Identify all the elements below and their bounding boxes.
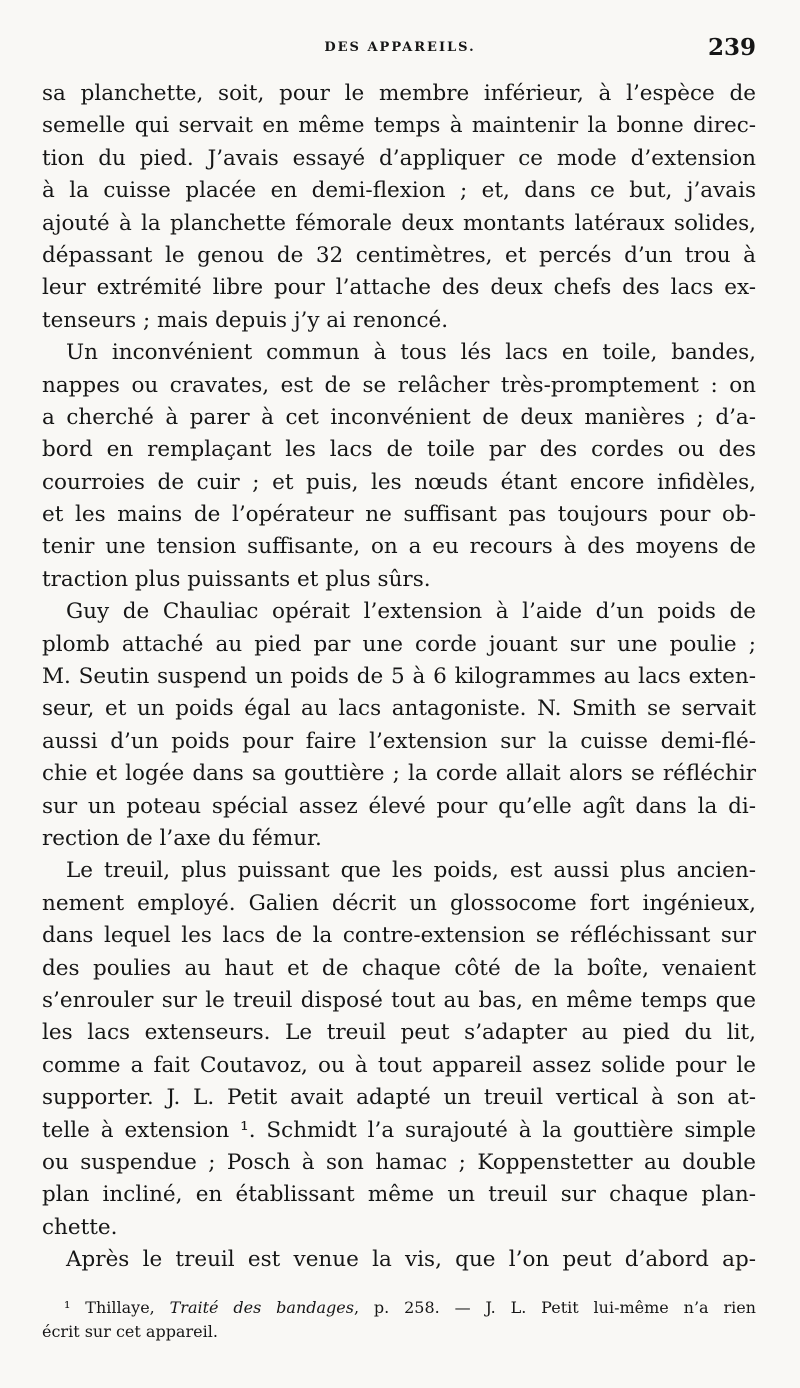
- text-line: et les mains de l’opérateur ne suffisant pas toujours pour ob-: [42, 502, 756, 528]
- text-line: chie et logée dans sa gouttière ; la corde allait alors se réfléchir: [42, 761, 756, 787]
- text-line: bord en remplaçant les lacs de toile par des cordes ou des: [42, 437, 756, 463]
- text-line: nappes ou cravates, est de se relâcher très-promptement : on: [42, 372, 756, 398]
- text-line: tenseurs ; mais depuis j’y ai renoncé.: [42, 307, 449, 333]
- text-line: dépassant le genou de 32 centimètres, et percés d’un trou à: [42, 242, 756, 268]
- text-line: tion du pied. J’avais essayé d’appliquer ce mode d’extension: [42, 145, 756, 171]
- text-line: courroies de cuir ; et puis, les nœuds étant encore infidèles,: [42, 469, 756, 495]
- footnote-text: , p. 258. — J. L. Petit lui-même n’a rien: [353, 1298, 756, 1317]
- text-line: à la cuisse placée en demi-flexion ; et, dans ce but, j’avais: [42, 178, 756, 204]
- text-line: dans lequel les lacs de la contre-extension se réfléchissant sur: [42, 923, 756, 949]
- text-line: Le treuil, plus puissant que les poids, est aussi plus ancien-: [66, 858, 756, 884]
- footnote: [42, 1296, 756, 1344]
- running-title: DES APPAREILS.: [324, 40, 476, 55]
- text-line: seur, et un poids égal au lacs antagoniste. N. Smith se servait: [42, 696, 756, 722]
- text-line: plomb attaché au pied par une corde jouant sur une poulie ;: [42, 631, 756, 657]
- text-line: leur extrémité libre pour l’attache des deux chefs des lacs ex-: [42, 275, 756, 301]
- text-line: sa planchette, soit, pour le membre inférieur, à l’espèce de: [42, 81, 756, 106]
- text-line: Après le treuil est venue la vis, que l’on peut d’abord ap-: [66, 1247, 756, 1273]
- text-line: Un inconvénient commun à tous lés lacs en toile, bandes,: [66, 340, 756, 366]
- text-line: semelle qui servait en même temps à maintenir la bonne direc-: [42, 113, 756, 139]
- text-line: supporter. J. L. Petit avait adapté un treuil vertical à son at-: [42, 1085, 756, 1111]
- text-line: M. Seutin suspend un poids de 5 à 6 kilogrammes au lacs exten-: [42, 664, 756, 690]
- text-line: rection de l’axe du fémur.: [42, 825, 322, 851]
- text-line: nement employé. Galien décrit un glossocome fort ingénieux,: [42, 890, 756, 916]
- text-line: traction plus puissants et plus sûrs.: [42, 566, 431, 592]
- text-line: ou suspendue ; Posch à son hamac ; Koppenstetter au double: [42, 1149, 756, 1175]
- text-line: chette.: [42, 1214, 118, 1240]
- footnote-line: [42, 1296, 756, 1320]
- text-line: ajouté à la planchette fémorale deux montants latéraux solides,: [42, 210, 756, 236]
- text-line: Guy de Chauliac opérait l’extension à l’aide d’un poids de: [66, 599, 756, 625]
- text-line: aussi d’un poids pour faire l’extension sur la cuisse demi-flé-: [42, 728, 756, 754]
- text-line: s’enrouler sur le treuil disposé tout au bas, en même temps que: [42, 987, 756, 1013]
- text-line: tenir une tension suffisante, on a eu recours à des moyens de: [42, 534, 756, 560]
- running-head: [40, 34, 760, 64]
- text-line: sur un poteau spécial assez élevé pour qu’elle agît dans la di-: [42, 793, 756, 819]
- text-line: telle à extension ¹. Schmidt l’a surajouté à la gouttière simple: [42, 1117, 756, 1143]
- footnote-line: écrit sur cet appareil.: [42, 1322, 218, 1341]
- footnote-cited-title: Traité des bandages: [169, 1298, 354, 1317]
- footnote-text: Thillaye,: [70, 1298, 170, 1317]
- text-line: les lacs extenseurs. Le treuil peut s’adapter au pied du lit,: [42, 1020, 756, 1046]
- text-line: des poulies au haut et de chaque côté de la boîte, venaient: [42, 955, 756, 981]
- body-text: [42, 78, 756, 1276]
- footnote-marker: ¹: [64, 1298, 71, 1317]
- text-line: plan incliné, en établissant même un treuil sur chaque plan-: [42, 1182, 756, 1208]
- page-number: 239: [707, 34, 756, 61]
- text-line: a cherché à parer à cet inconvénient de deux manières ; d’a-: [42, 404, 756, 430]
- text-line: comme a fait Coutavoz, ou à tout appareil assez solide pour le: [42, 1052, 756, 1078]
